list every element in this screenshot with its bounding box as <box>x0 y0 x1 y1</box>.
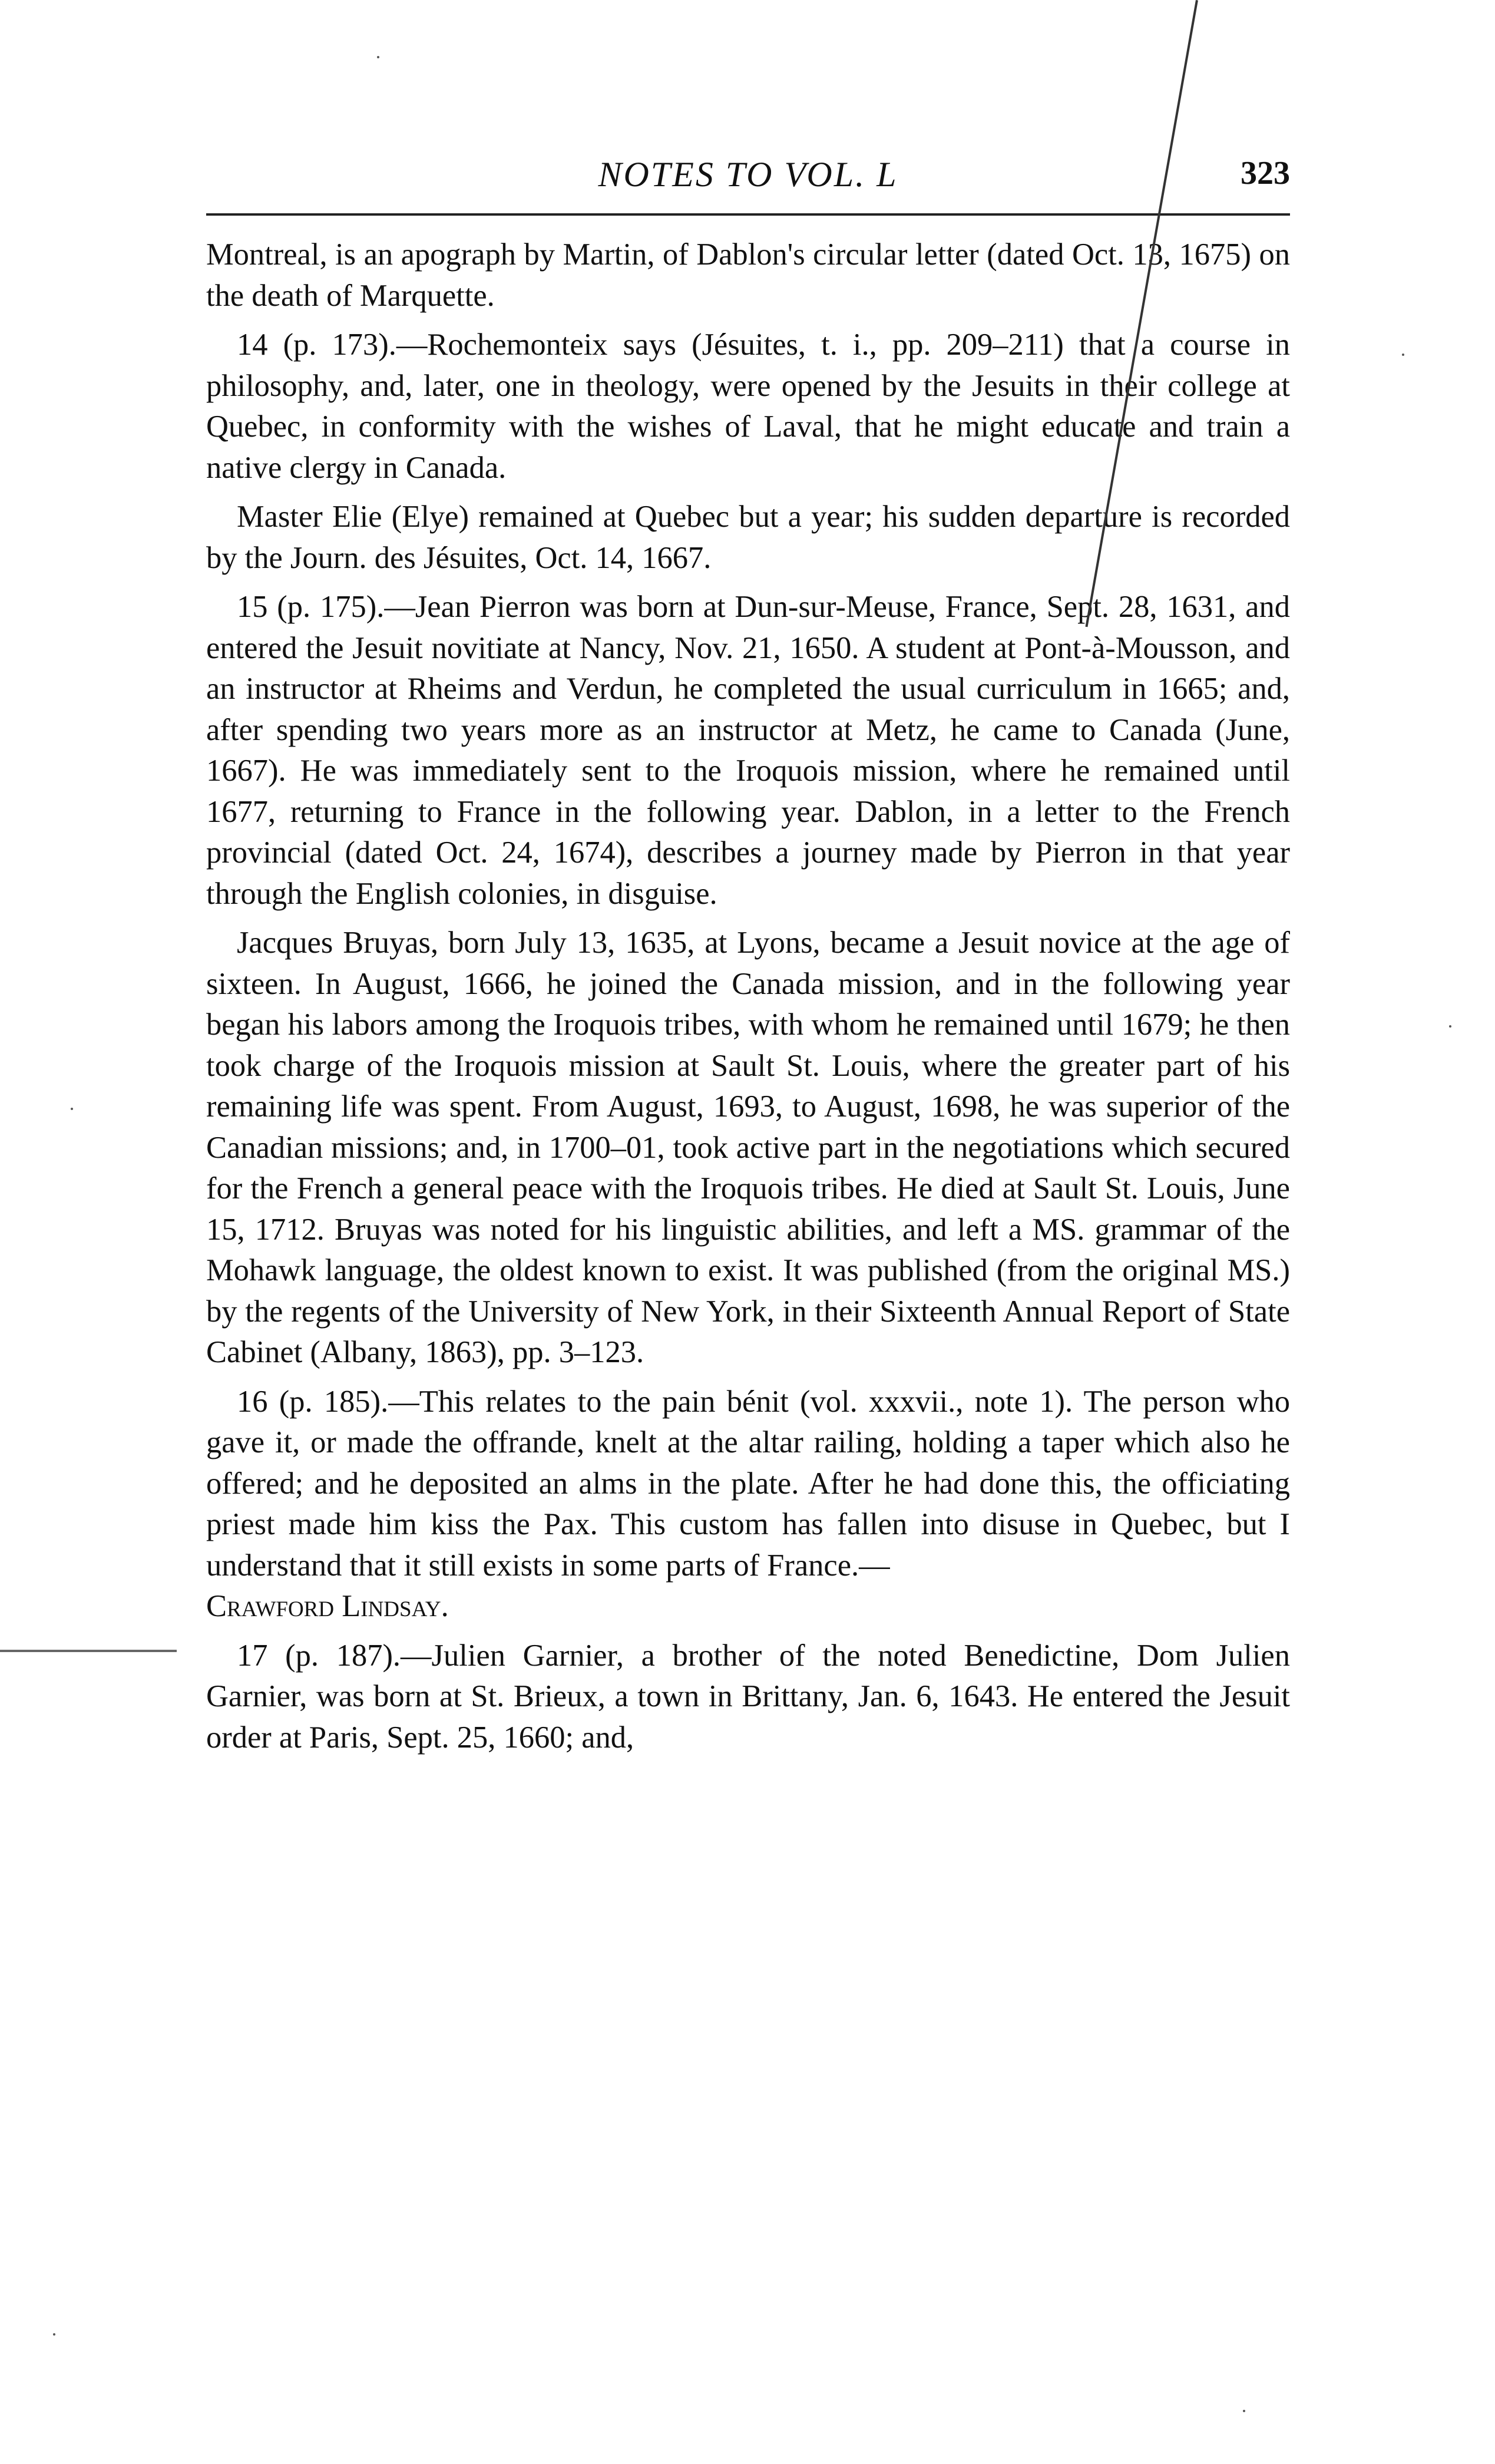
notes-body <box>206 234 1290 1758</box>
note-paragraph: Montreal, is an apograph by Martin, of Dablon's circular letter (dated Oct. 13, 1675) on the death of Marquette. <box>206 237 1290 313</box>
note-paragraph: 14 (p. 173).—Rochemonteix says (Jésuites, t. i., pp. 209–211) that a course in philosophy, and, later, one in theology, were opened by the Jesuits in their college at Quebec, in conformity with the wishes of Laval, that he might educate and train a native clergy in Canada. <box>206 328 1290 485</box>
running-title: NOTES TO VOL. L <box>598 155 898 194</box>
scan-speck <box>53 2333 55 2336</box>
note-paragraph <box>206 1382 1290 1627</box>
header-rule <box>206 213 1290 216</box>
scan-speck <box>1243 2410 1245 2412</box>
note-signature: Crawford Lindsay. <box>206 1589 449 1623</box>
scan-speck <box>71 1108 73 1110</box>
page-number: 323 <box>1241 155 1290 191</box>
note-paragraph: 17 (p. 187).—Julien Garnier, a brother of the noted Benedictine, Dom Julien Garnier, was born at St. Brieux, a town in Brittany, Jan. 6, 1643. He entered the Jesuit order at Paris, Sept. 25, 1660; and, <box>206 1638 1290 1755</box>
note-paragraph: Jacques Bruyas, born July 13, 1635, at Lyons, became a Jesuit novice at the age of sixteen. In August, 1666, he joined the Canada mission, and in the following year began his labors among the Iroquois tribes, with whom he remained until 1679; he then took charge of the Iroquois mission at Sault St. Louis, where the greater part of his remaining life was spent. From August, 1693, to August, 1698, he was superior of the Canadian missions; and, in 1700–01, took active part in the negotiations which secured for the French a general peace with the Iroquois tribes. He died at Sault St. Louis, June 15, 1712. Bruyas was noted for his linguistic abilities, and left a MS. grammar of the Mohawk language, the oldest known to exist. It was published (from the original MS.) by the regents of the University of New York, in their Sixteenth Annual Report of State Cabinet (Albany, 1863), pp. 3–123. <box>206 926 1290 1369</box>
scan-speck <box>377 56 379 58</box>
note-text: 16 (p. 185).—This relates to the pain bénit (vol. xxxvii., note 1). The person who gave it, or made the offrande, knelt at the altar railing, holding a taper which also he offered; and he deposited an alms in the plate. After he had done this, the officiating priest made him kiss the Pax. This custom has fallen into disuse in Quebec, but I understand that it still exists in some parts of France.— <box>206 1384 1290 1583</box>
note-paragraph: Master Elie (Elye) remained at Quebec but a year; his sudden departure is recorded by the Journ. des Jésuites, Oct. 14, 1667. <box>206 500 1290 575</box>
scan-speck <box>1402 354 1404 356</box>
running-header <box>206 154 1290 202</box>
scan-margin-mark <box>0 1650 177 1652</box>
scan-speck <box>1449 1025 1451 1028</box>
note-paragraph: 15 (p. 175).—Jean Pierron was born at Dun-sur-Meuse, France, Sept. 28, 1631, and entered the Jesuit novitiate at Nancy, Nov. 21, 1650. A student at Pont-à-Mousson, and an instructor at Rheims and Verdun, he completed the usual curriculum in 1665; and, after spending two years more as an instructor at Metz, he came to Canada (June, 1667). He was immediately sent to the Iroquois mission, where he remained until 1677, returning to France in the following year. Dablon, in a letter to the French provincial (dated Oct. 24, 1674), describes a journey made by Pierron in that year through the English colonies, in disguise. <box>206 590 1290 911</box>
